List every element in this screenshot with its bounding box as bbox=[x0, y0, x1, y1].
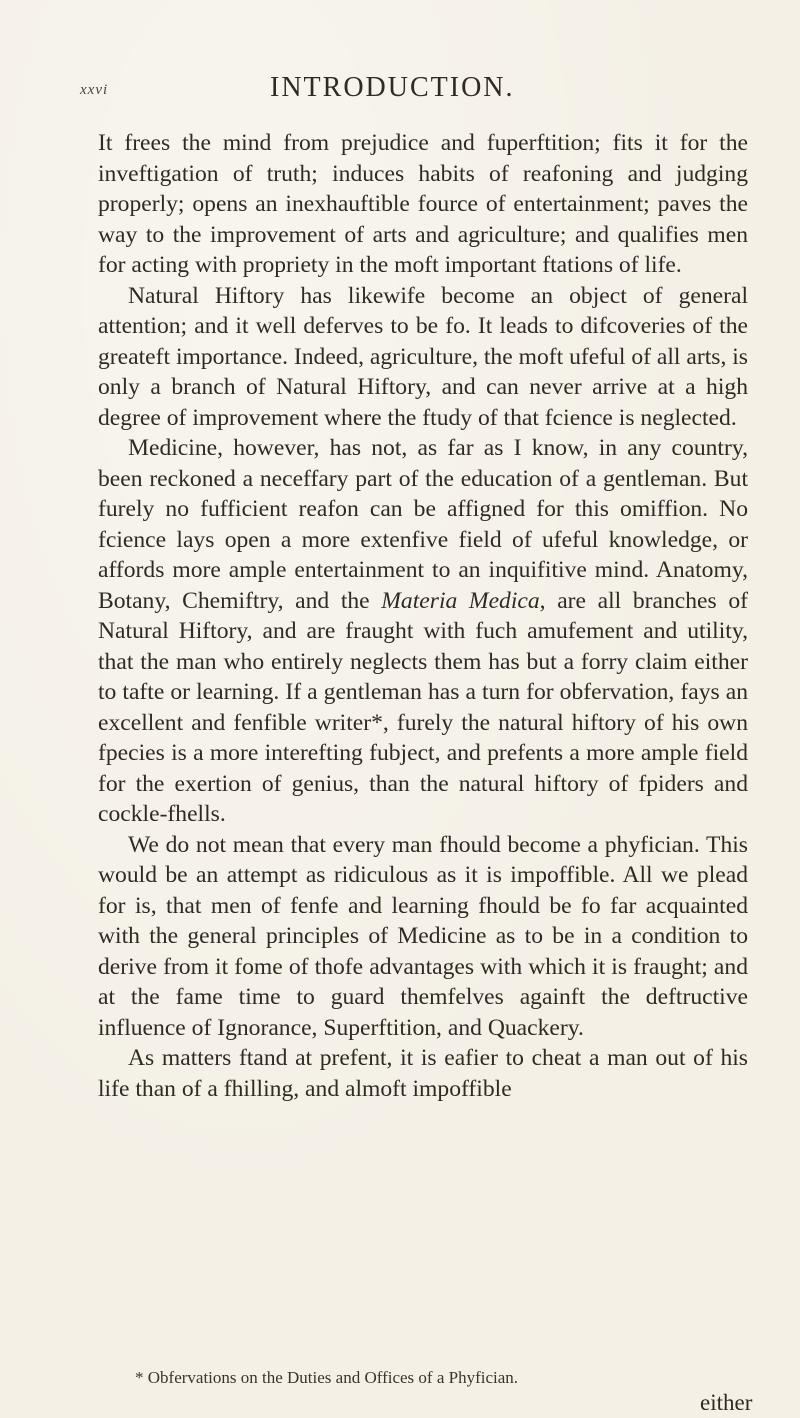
paragraph bbox=[98, 128, 748, 281]
body-text bbox=[98, 128, 748, 1104]
paragraph-text: , are all branches of Natural Hiftory, and are fraught with fuch amufement and utility, that the man who entirely neglects them has but a forry claim either to tafte or learning. If a gentleman has a turn for obfervation, fays an excellent and fenfible writer*, furely the natural hiftory of his own fpecies is a more interefting fubject, and prefents a more ample field for the exertion of genius, than the natural hiftory of fpiders and cockle-fhells. bbox=[98, 587, 748, 827]
running-head: INTRODUCTION. bbox=[270, 72, 515, 103]
paragraph-text: We do not mean that every man fhould become a phyfician. This would be an attempt as ridiculous as it is impoffible. All we plead for is, that men of fenfe and learning fhould be fo far acquainted with the general principles of Medicine as to be in a condition to derive from it fome of thofe advantages with which it is fraught; and at the fame time to guard themfelves againft the deftructive influence of Ignorance, Superftition, and Quackery. bbox=[98, 831, 748, 1041]
page-number: xxvi bbox=[80, 82, 109, 98]
paragraph-text: It frees the mind from prejudice and fuperftition; fits it for the inveftigation of truth; induces habits of reafoning and judging properly; opens an inexhauftible fource of entertainment; paves the way to the improvement of arts and agriculture; and qualifies men for acting with propriety in the moft important ftations of life. bbox=[98, 130, 748, 278]
italic-term: Materia Medica bbox=[381, 587, 540, 614]
paragraph-text: Natural Hiftory has likewife become an object of general attention; and it well deferves to be fo. It leads to difcoveries of the greateft importance. Indeed, agriculture, the moft ufeful of all arts, is only a branch of Natural Hiftory, and can never arrive at a high degree of improvement where the ftudy of that fcience is neglected. bbox=[98, 282, 748, 431]
paragraph bbox=[98, 281, 748, 434]
paragraph bbox=[98, 433, 748, 830]
catchword: either bbox=[700, 1390, 753, 1415]
paragraph-text: Medicine, however, has not, as far as I know, in any country, been reckoned a neceffary part of the education of a gentleman. But furely no fufficient reafon can be affigned for this omiffion. No fcience lays open a more extenfive field of ufeful knowledge, or affords more ample entertainment to an inquifitive mind. Anatomy, Botany, Chemiftry, and the bbox=[98, 435, 748, 614]
paragraph-text: As matters ftand at prefent, it is eafier to cheat a man out of his life than of a fhilling, and almoft impoffible bbox=[98, 1045, 748, 1102]
paragraph bbox=[98, 830, 748, 1044]
paragraph bbox=[98, 1043, 748, 1104]
page-header bbox=[80, 72, 730, 108]
footnote: * Obfervations on the Duties and Offices of a Phyfician. bbox=[135, 1368, 519, 1387]
